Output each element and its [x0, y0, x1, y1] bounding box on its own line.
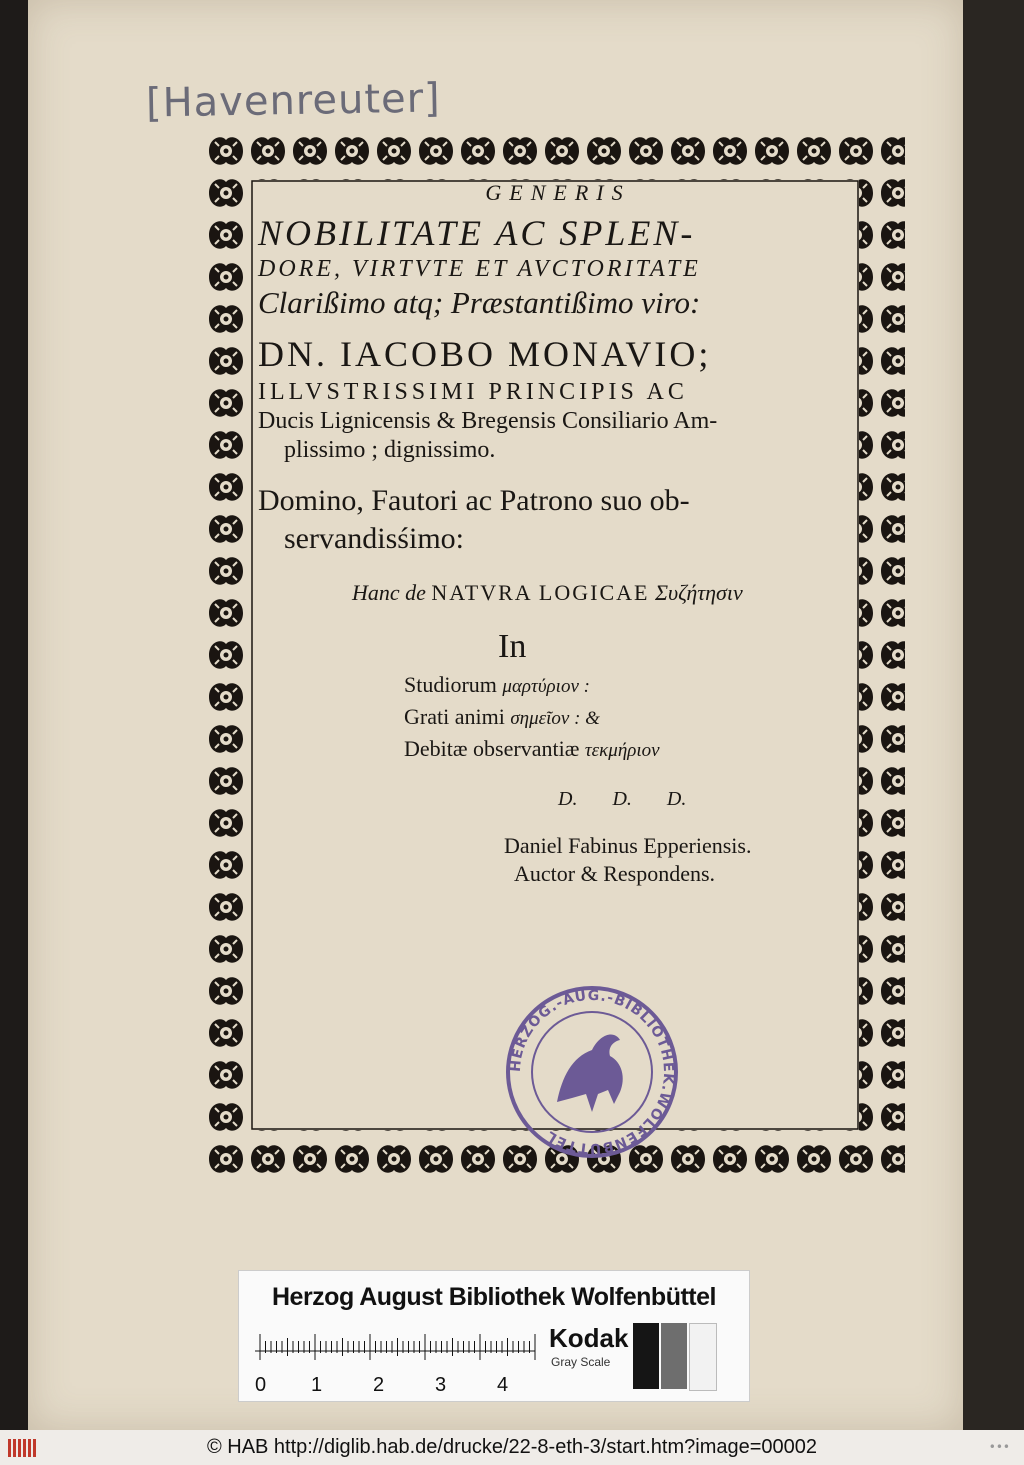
title-line-ducis: Ducis Lignicensis & Bregensis Consiliario Am-: [258, 408, 718, 434]
author-line: Daniel Fabinus Epperiensis.: [504, 833, 752, 858]
ruler-label: 1: [311, 1374, 323, 1393]
work-title: NATVRA LOGICAE: [431, 580, 650, 605]
hanc-prefix: Hanc de: [352, 580, 426, 605]
title-line-illustrissimi: ILLVSTRISSIMI PRINCIPIS AC: [258, 379, 688, 405]
ruler-label: 4: [497, 1374, 509, 1393]
dedicatee-name: DN. IACOBO MONAVIO;: [258, 334, 712, 374]
dedication-line: [258, 704, 858, 730]
gray-swatch-black: [633, 1323, 659, 1389]
dedication-line: [258, 672, 858, 698]
reference-card: [238, 1270, 750, 1402]
ruler: [255, 1323, 545, 1393]
author-role-line: Auctor & Respondens.: [514, 861, 716, 886]
footer-bar: [0, 1430, 1024, 1465]
title-line-domino: Domino, Fautori ac Patrono suo ob-: [258, 484, 690, 517]
dedication-latin: Debitæ observantiæ: [404, 736, 580, 761]
pencil-annotation: [Havenreuter]: [145, 75, 442, 127]
greek-word: Συζήτησιν: [654, 580, 743, 605]
in-word: In: [498, 628, 527, 665]
dedication-greek: σημεῖον : &: [510, 708, 600, 729]
title-line-dore: DORE, VIRTVTE ET AVCTORITATE: [258, 256, 701, 282]
dedication-latin: Studiorum: [404, 672, 497, 697]
background-right: [958, 0, 1024, 1430]
ruler-label: 0: [255, 1374, 267, 1393]
title-line-plissimo: plissimo ; dignissimo.: [284, 437, 496, 463]
dedication-latin: Grati animi: [404, 704, 505, 729]
title-text-block: [258, 180, 858, 887]
svg-text:HERZOG.-AUG.-BIBLIOTHEK.WOLFEN: HERZOG.-AUG.-BIBLIOTHEK.WOLFENBÜTTEL: [507, 987, 677, 1157]
background-left: [0, 0, 30, 1430]
title-line-servandis: servandisśimo:: [284, 522, 464, 555]
title-line-nobilitate: NOBILITATE AC SPLEN-: [258, 213, 696, 253]
brand-logo: Kodak: [549, 1323, 629, 1353]
menu-dots-icon[interactable]: •••: [988, 1440, 1010, 1454]
ruler-label: 3: [435, 1374, 447, 1393]
gray-swatch-white: [689, 1323, 717, 1391]
ddd-formula: D. D. D.: [558, 788, 687, 810]
library-name: Herzog August Bibliothek Wolfenbüttel: [272, 1283, 716, 1311]
ruler-label: 2: [373, 1374, 385, 1393]
library-stamp: [502, 982, 682, 1162]
copyright-link[interactable]: © HAB http://diglib.hab.de/drucke/22-8-eth-3/start.htm?image=00002: [206, 1436, 818, 1458]
title-line-generis: GENERIS: [485, 180, 631, 205]
dedication-line: [258, 736, 858, 762]
gray-swatch-mid: [661, 1323, 687, 1389]
brand-subtitle: Gray Scale: [551, 1355, 611, 1369]
work-title-line: [258, 580, 858, 606]
title-line-clarissimo: Clarißimo atq; Præstantißimo viro:: [258, 285, 701, 320]
dedication-greek: μαρτύριον :: [502, 676, 590, 697]
dedication-greek: τεκμήριον: [584, 740, 660, 761]
